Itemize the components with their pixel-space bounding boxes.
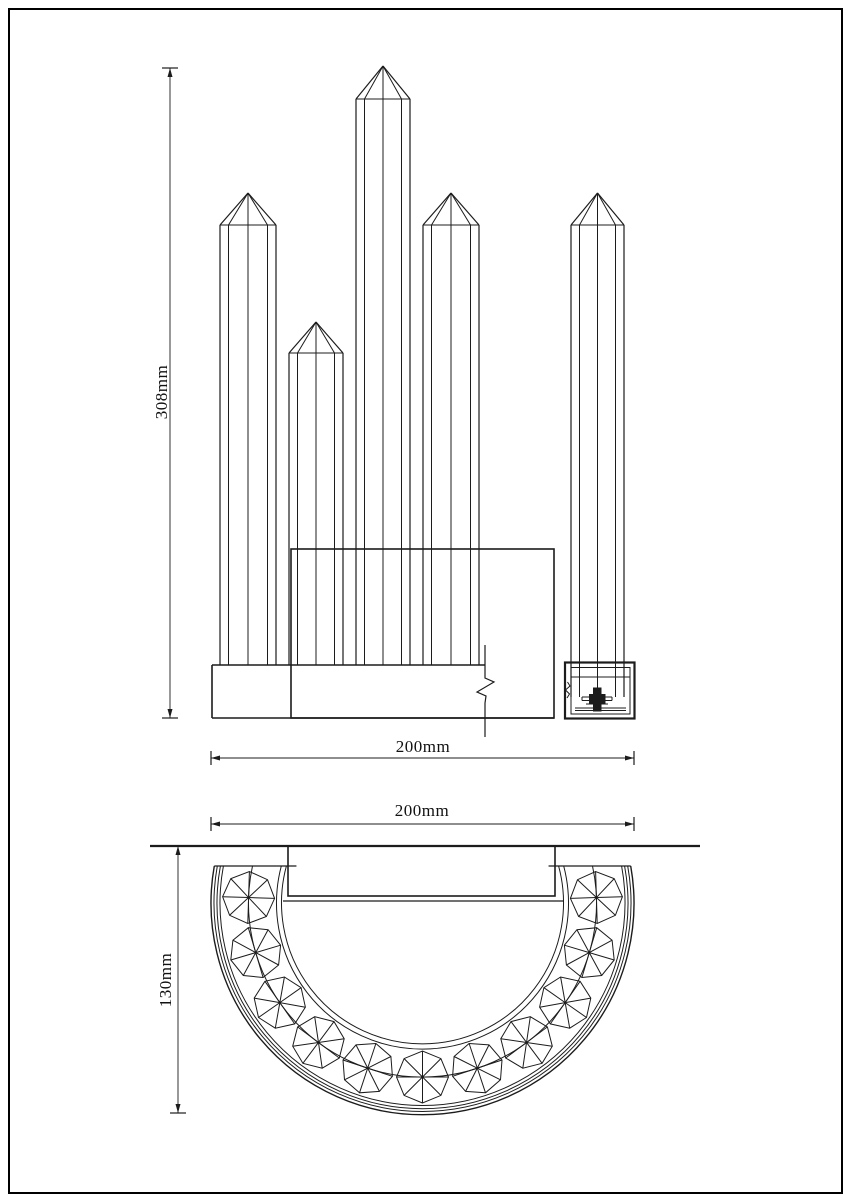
crystal-rod-1: [220, 193, 276, 665]
wall-break-mark: [566, 682, 571, 698]
crystal-stone-3: [254, 977, 305, 1028]
plan-view: [150, 817, 700, 1115]
height-dimension-label: 308mm: [152, 364, 171, 420]
crystal-rod-2: [289, 322, 343, 665]
crystal-stone-8: [501, 1017, 553, 1068]
crystal-stone-7: [453, 1044, 502, 1093]
front-view: [162, 66, 635, 765]
crystal-stone-5: [343, 1044, 392, 1093]
crystal-rod-3: [356, 66, 410, 665]
plan-width-dimension-label: 200mm: [394, 801, 450, 820]
depth-dimension-label: 130mm: [156, 952, 175, 1008]
crystal-stone-10: [564, 928, 614, 978]
nut: [589, 694, 606, 704]
crystal-rod-5: [571, 193, 624, 697]
crystal-stones: [223, 872, 623, 1104]
front-width-dimension-label: 200mm: [395, 737, 451, 756]
plan-backplate: [288, 846, 555, 896]
crystal-rod-4: [423, 193, 479, 665]
crystal-stone-6: [397, 1051, 449, 1103]
base-tray: [212, 665, 554, 718]
crystal-stone-4: [293, 1017, 345, 1068]
crystal-stone-9: [540, 977, 591, 1028]
crystal-stone-2: [231, 928, 281, 978]
